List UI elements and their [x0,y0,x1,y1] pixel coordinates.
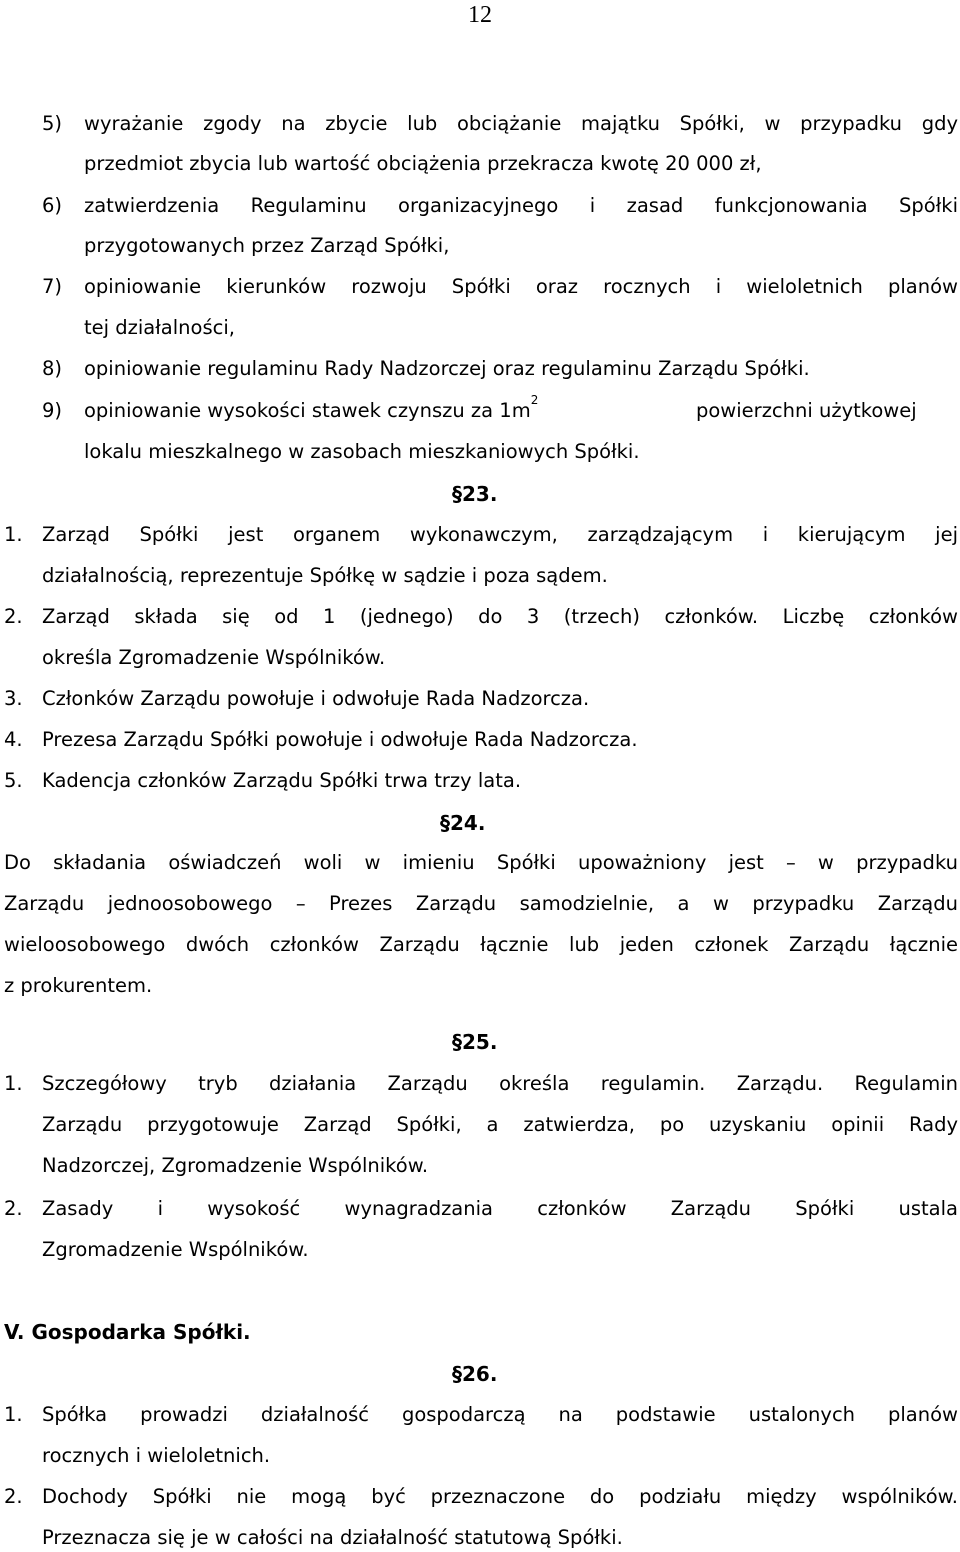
item-line: Zarząd składa się od 1 (jednego) do 3 (trzech) członków. Liczbę członków [42,605,958,628]
list-item-line: tej działalności, [84,316,235,339]
paragraph-line: Zarządu jednoosobowego – Prezes Zarządu samodzielnie, a w przypadku Zarządu [4,892,958,915]
superscript: 2 [530,393,539,407]
paragraph-line: z prokurentem. [4,974,153,997]
item-line: Przeznacza się je w całości na działalność statutową Spółki. [42,1526,623,1549]
item-line: Nadzorczej, Zgromadzenie Wspólników. [42,1154,429,1177]
item-line: Zgromadzenie Wspólników. [42,1238,309,1261]
item-number: 3. [4,687,23,710]
section-title: §24. [440,811,486,835]
paragraph-line: Do składania oświadczeń woli w imieniu Spółki upoważniony jest – w przypadku [4,851,958,874]
list-number: 5) [42,112,63,135]
section-title: §26. [452,1362,498,1386]
list-item-line: przedmiot zbycia lub wartość obciążenia przekracza kwotę 20 000 zł, [84,152,762,175]
chapter-heading: V. Gospodarka Spółki. [4,1320,251,1344]
item-number: 1. [4,1072,23,1095]
item-line: Zarządu przygotowuje Zarząd Spółki, a zatwierdza, po uzyskaniu opinii Rady [42,1113,958,1136]
list-item-line: zatwierdzenia Regulaminu organizacyjnego i zasad funkcjonowania Spółki [84,194,958,217]
item-number: 1. [4,1403,23,1426]
list-number: 9) [42,399,63,422]
item-number: 4. [4,728,23,751]
item-number: 2. [4,605,23,628]
paragraph-line: wieloosobowego dwóch członków Zarządu łącznie lub jeden członek Zarządu łącznie [4,933,958,956]
item-line: rocznych i wieloletnich. [42,1444,271,1467]
section-title: §25. [452,1030,498,1054]
item-line: Spółka prowadzi działalność gospodarczą na podstawie ustalonych planów [42,1403,958,1426]
list-item-line: lokalu mieszkalnego w zasobach mieszkaniowych Spółki. [84,440,640,463]
list-item-line: powierzchni użytkowej [696,399,917,422]
item-line: Kadencja członków Zarządu Spółki trwa trzy lata. [42,769,522,792]
list-item-line: przygotowanych przez Zarząd Spółki, [84,234,450,257]
item-number: 5. [4,769,23,792]
item-line: Szczegółowy tryb działania Zarządu określa regulamin. Zarządu. Regulamin [42,1072,958,1095]
item-line: Członków Zarządu powołuje i odwołuje Rada Nadzorcza. [42,687,590,710]
item-line: Dochody Spółki nie mogą być przeznaczone do podziału między wspólników. [42,1485,958,1508]
list-item-line: opiniowanie kierunków rozwoju Spółki oraz rocznych i wieloletnich planów [84,275,958,298]
page-number: 12 [468,2,492,28]
item-number: 2. [4,1197,23,1220]
item-line: działalnością, reprezentuje Spółkę w sądzie i poza sądem. [42,564,608,587]
list-item-line: wyrażanie zgody na zbycie lub obciążanie majątku Spółki, w przypadku gdy [84,112,958,135]
list-number: 6) [42,194,63,217]
list-number: 8) [42,357,63,380]
list-number: 7) [42,275,63,298]
item-number: 1. [4,523,23,546]
list-item-line: opiniowanie regulaminu Rady Nadzorczej oraz regulaminu Zarządu Spółki. [84,357,810,380]
item-number: 2. [4,1485,23,1508]
section-title: §23. [452,482,498,506]
item-line: określa Zgromadzenie Wspólników. [42,646,386,669]
list-item-line: opiniowanie wysokości stawek czynszu za $1m^2$ [84,393,539,422]
item-line: Prezesa Zarządu Spółki powołuje i odwołuje Rada Nadzorcza. [42,728,638,751]
item-line: Zarząd Spółki jest organem wykonawczym, zarządzającym i kierującym jej [42,523,958,546]
item-line: Zasady i wysokość wynagradzania członków Zarządu Spółki ustala [42,1197,958,1220]
